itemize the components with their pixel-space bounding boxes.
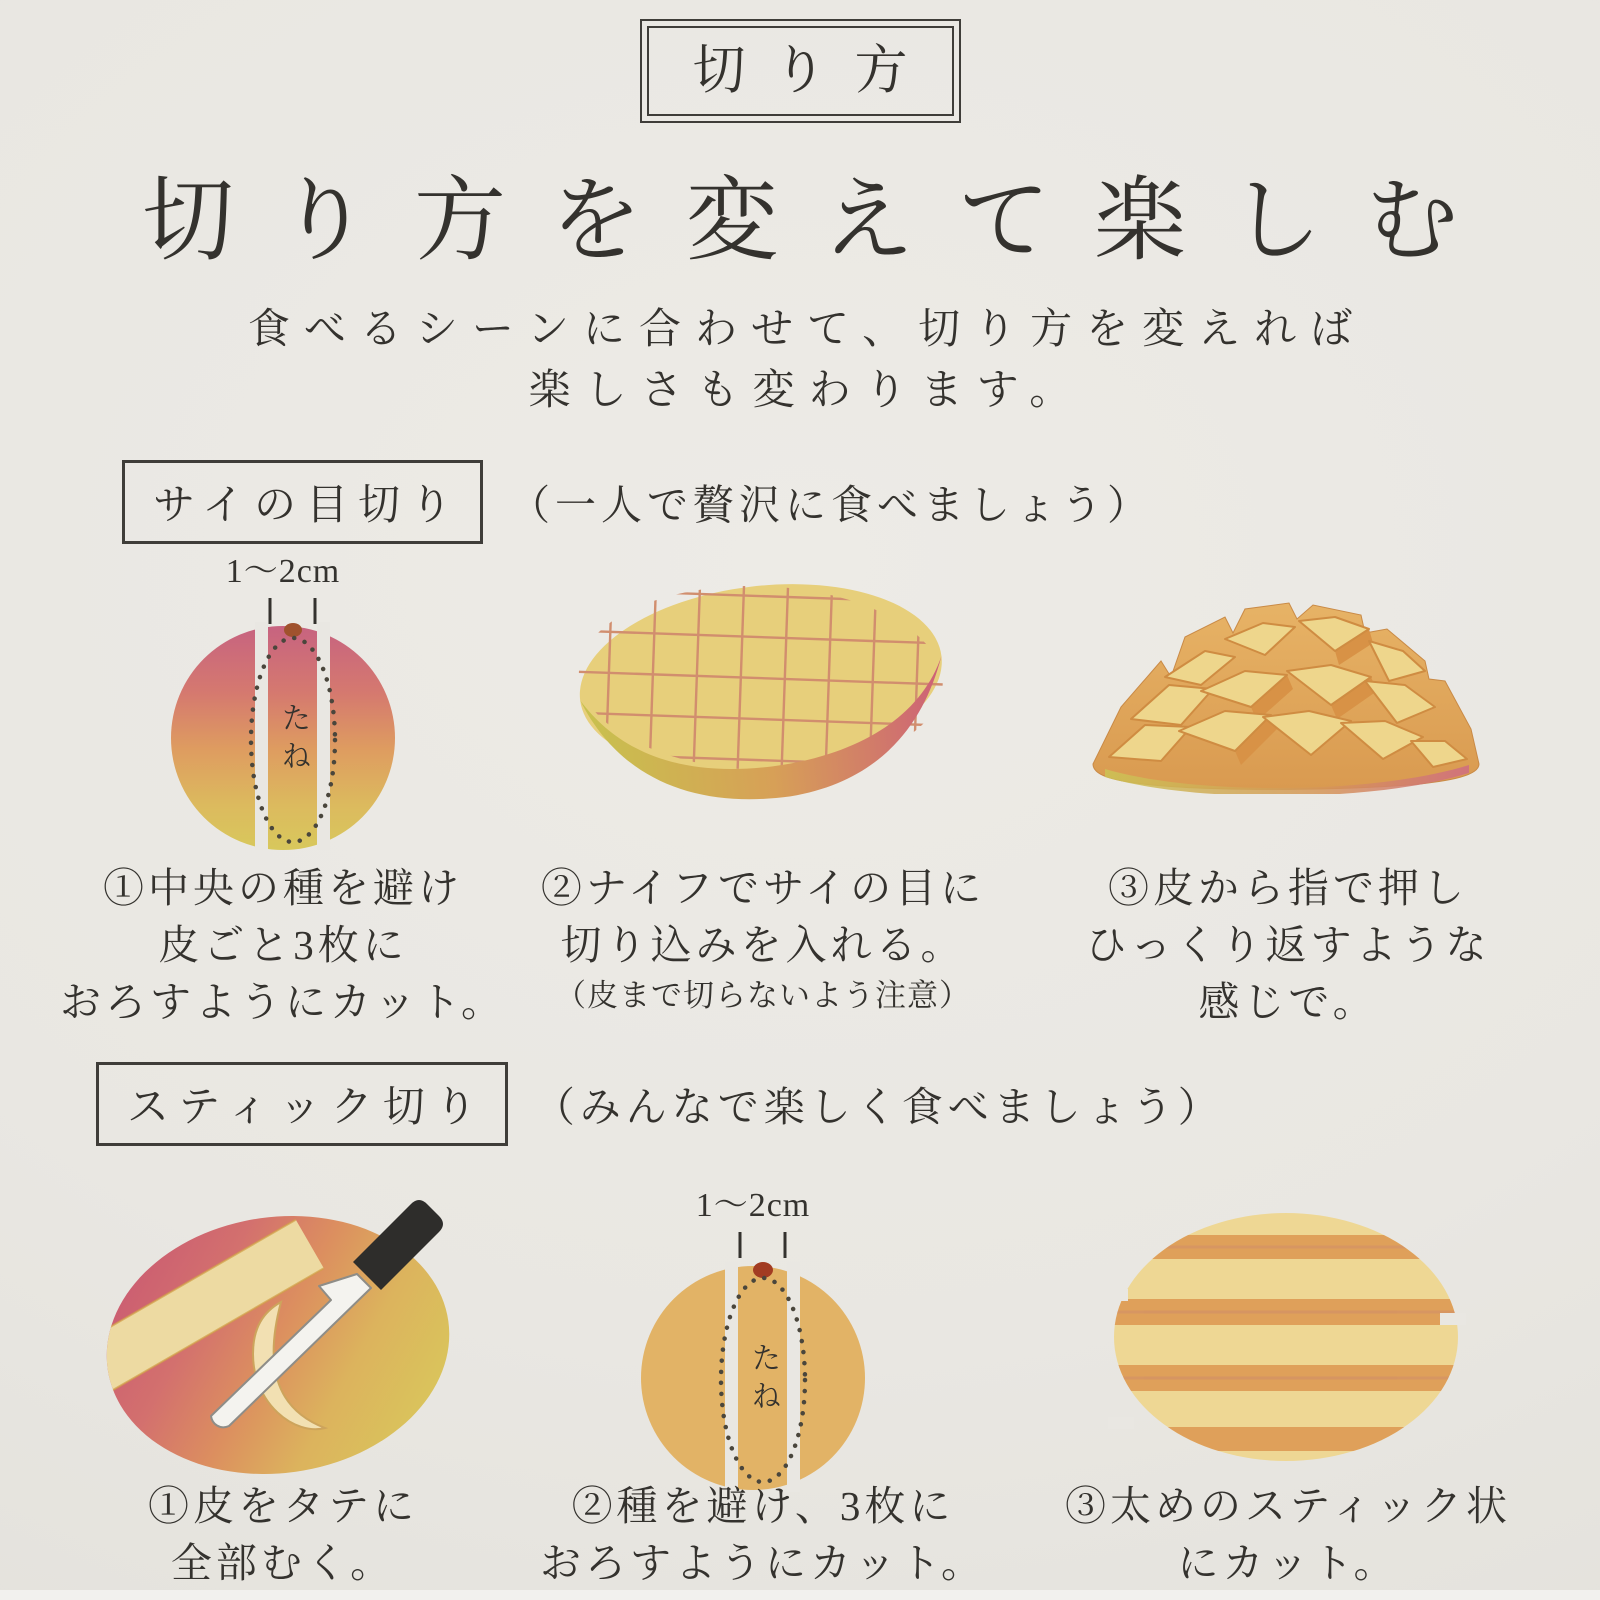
- stem-dot: [753, 1262, 773, 1278]
- dice-step-3-caption: [1008, 860, 1568, 1032]
- caption-line: ②ナイフでサイの目に: [540, 864, 986, 911]
- mango-hedgehog-illustration: [1073, 559, 1503, 794]
- page-title: 切り方を変えて楽しむ: [141, 170, 1502, 273]
- caption-line: ③太めのスティック状: [1065, 1482, 1511, 1529]
- caption-line: 感じで。: [1198, 979, 1378, 1026]
- stick-step-3-caption: [1008, 1478, 1568, 1593]
- measure-ticks: [740, 1232, 785, 1258]
- stick-caption-row: [0, 1478, 1600, 1593]
- dice-section-header: [122, 460, 1600, 544]
- caption-line: ①皮をタテに: [148, 1482, 418, 1529]
- dice-caption-row: [0, 860, 1600, 1032]
- subtitle-line-2: 楽しさも変わります。: [528, 367, 1086, 414]
- kirikata-badge-text: 切り方: [692, 42, 936, 100]
- measure-label: 1〜2cm: [225, 552, 341, 590]
- caption-line: ②種を避け、3枚に: [571, 1482, 955, 1529]
- stick-section-header: [96, 1062, 1600, 1146]
- caption-line: おろすようにカット。: [60, 979, 506, 1026]
- kirikata-badge: [647, 26, 954, 116]
- dice-step-1-caption: [48, 860, 518, 1032]
- mango-three-slices-illustration: [123, 548, 463, 850]
- measure-label: 1〜2cm: [695, 1186, 811, 1224]
- card-bottom-edge: [0, 1590, 1600, 1600]
- caption-line: 皮ごと3枚に: [158, 922, 408, 969]
- dice-figure-row: [0, 548, 1600, 850]
- dice-section-label: サイの目切り: [122, 460, 483, 544]
- stick-step-1-caption: [48, 1478, 518, 1593]
- mango-peeling-knife-illustration: [73, 1150, 493, 1480]
- dice-section-note: （一人で贅沢に食べましょう）: [509, 482, 1154, 529]
- mango-stick-slices-illustration: [1078, 1195, 1498, 1480]
- caption-line: ひっくり返すような: [1085, 922, 1491, 969]
- subtitle-line-1: 食べるシーンに合わせて、切り方を変えれば: [247, 306, 1367, 353]
- stick-slab-stack: [1078, 1195, 1498, 1480]
- caption-line: おろすようにカット。: [540, 1540, 986, 1587]
- stick-figure-row: [0, 1150, 1600, 1468]
- caption-line: 全部むく。: [170, 1540, 396, 1587]
- caption-line: にカット。: [1177, 1540, 1399, 1587]
- seed-label: たね: [746, 1341, 780, 1418]
- mango-half-scored-illustration: [553, 566, 973, 816]
- peeled-mango-three-slices-illustration: [593, 1182, 933, 1496]
- stick-step-2-caption: [518, 1478, 1008, 1593]
- caption-note: （皮まで切らないよう注意）: [555, 978, 971, 1014]
- seed-label: たね: [276, 701, 310, 778]
- page-subtitle: [0, 300, 1600, 422]
- dice-step-2-caption: [518, 860, 1008, 1032]
- stick-section-label: スティック切り: [96, 1062, 508, 1146]
- measure-ticks: [270, 598, 315, 624]
- caption-line: 切り込みを入れる。: [560, 922, 966, 969]
- mango-half: [553, 566, 973, 816]
- stick-section-note: （みんなで楽しく食べましょう）: [533, 1084, 1224, 1131]
- caption-line: ③皮から指で押し: [1108, 864, 1468, 911]
- caption-line: ①中央の種を避け: [103, 864, 463, 911]
- stem-dot: [284, 623, 302, 637]
